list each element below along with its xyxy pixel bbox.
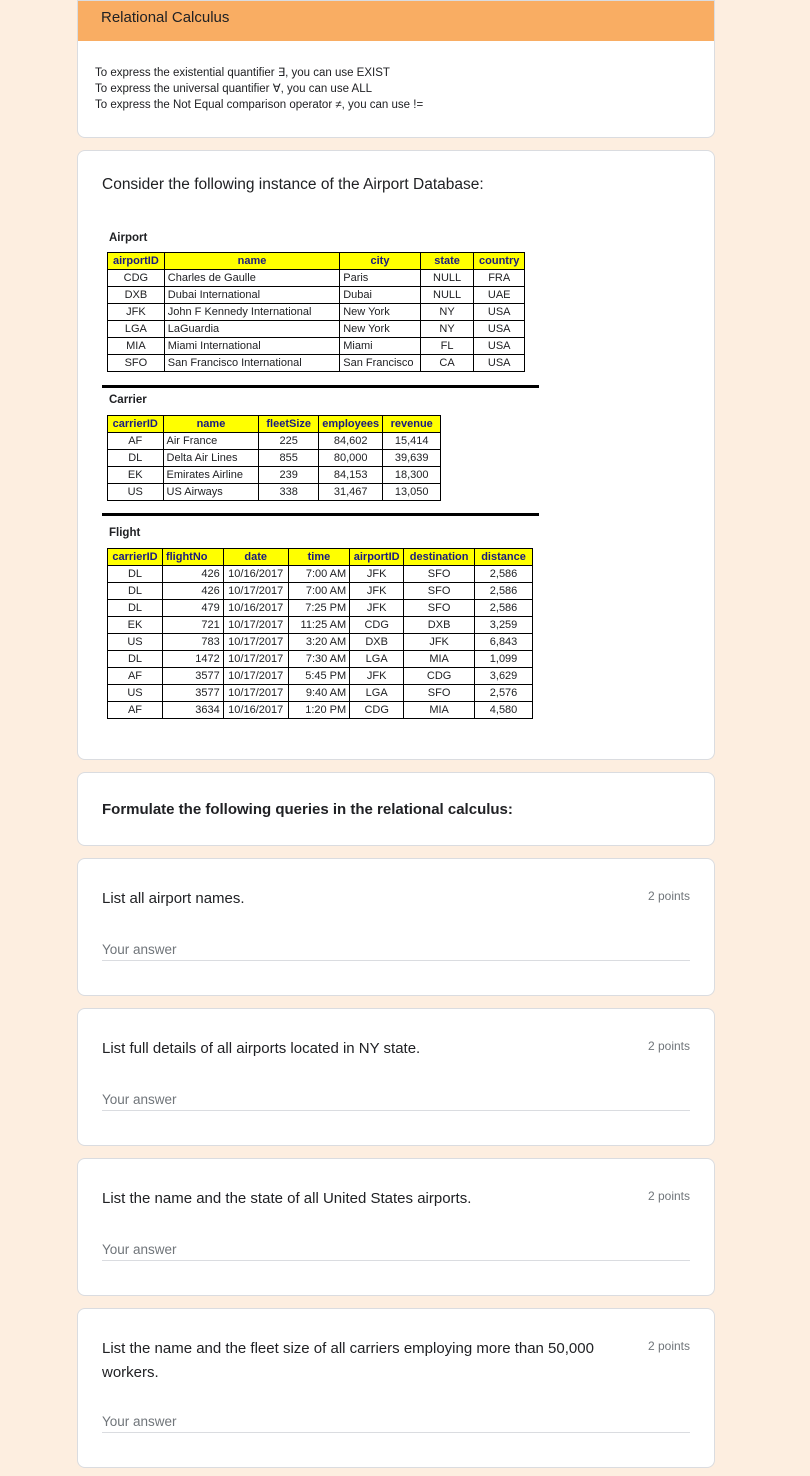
table-row: [108, 668, 533, 685]
cell: CDG: [350, 702, 404, 719]
cell: USA: [474, 321, 525, 338]
cell: EK: [108, 617, 163, 634]
cell: DL: [108, 566, 163, 583]
cell: USA: [474, 304, 525, 321]
cell: SFO: [108, 355, 165, 372]
answer-input[interactable]: [102, 1088, 690, 1111]
cell: San Francisco: [340, 355, 421, 372]
cell: 3,629: [475, 668, 533, 685]
cell: Paris: [340, 270, 421, 287]
cell: NULL: [420, 270, 474, 287]
cell: 1,099: [475, 651, 533, 668]
database-instance-card: [77, 150, 715, 760]
question-text: List all airport names.: [102, 890, 245, 907]
cell: FL: [420, 338, 474, 355]
table-row: [108, 304, 525, 321]
airport-col-header: city: [340, 253, 421, 270]
cell: 479: [162, 600, 223, 617]
cell: 39,639: [383, 450, 441, 467]
section-prompt: Formulate the following queries in the relational calculus:: [102, 801, 513, 818]
flight-col-header: carrierID: [108, 549, 163, 566]
question-points: 2 points: [647, 889, 690, 903]
airport-header-row: [108, 253, 525, 270]
cell: LGA: [350, 651, 404, 668]
cell: LGA: [350, 685, 404, 702]
cell: MIA: [404, 651, 475, 668]
table-row: [108, 467, 441, 484]
table-separator: [102, 385, 539, 388]
cell: CDG: [404, 668, 475, 685]
table-row: [108, 355, 525, 372]
cell: FRA: [474, 270, 525, 287]
table-row: [108, 600, 533, 617]
table-row: [108, 270, 525, 287]
cell: JFK: [108, 304, 165, 321]
table-row: [108, 685, 533, 702]
cell: John F Kennedy International: [164, 304, 339, 321]
cell: 9:40 AM: [288, 685, 350, 702]
carrier-col-header: revenue: [383, 416, 441, 433]
cell: SFO: [404, 685, 475, 702]
cell: San Francisco International: [164, 355, 339, 372]
airport-col-header: country: [474, 253, 525, 270]
cell: DL: [108, 450, 164, 467]
flight-header-row: [108, 549, 533, 566]
question-text: List the name and the fleet size of all carriers employing more than 50,000 workers.: [102, 1340, 594, 1381]
carrier-header-row: [108, 416, 441, 433]
cell: 2,586: [475, 583, 533, 600]
question-card: [77, 1158, 715, 1296]
airport-table-title: Airport: [109, 232, 148, 244]
cell: AF: [108, 433, 164, 450]
cell: 3577: [162, 668, 223, 685]
note-universal: To express the universal quantifier ∀, you can use ALL: [95, 83, 372, 95]
cell: Delta Air Lines: [163, 450, 259, 467]
cell: 10/16/2017: [223, 566, 288, 583]
cell: Air France: [163, 433, 259, 450]
answer-input[interactable]: [102, 1410, 690, 1433]
cell: 84,153: [318, 467, 382, 484]
cell: JFK: [350, 600, 404, 617]
question-card: [77, 1008, 715, 1146]
table-row: [108, 433, 441, 450]
cell: Charles de Gaulle: [164, 270, 339, 287]
cell: 7:00 AM: [288, 583, 350, 600]
cell: 80,000: [318, 450, 382, 467]
carrier-table: [107, 415, 441, 501]
cell: 2,576: [475, 685, 533, 702]
question-points: 2 points: [647, 1039, 690, 1053]
flight-col-header: time: [288, 549, 350, 566]
carrier-col-header: name: [163, 416, 259, 433]
carrier-col-header: carrierID: [108, 416, 164, 433]
cell: JFK: [404, 634, 475, 651]
cell: DXB: [350, 634, 404, 651]
form-title: Relational Calculus: [78, 1, 714, 41]
cell: DL: [108, 600, 163, 617]
cell: Miami International: [164, 338, 339, 355]
cell: US: [108, 634, 163, 651]
airport-col-header: airportID: [108, 253, 165, 270]
table-row: [108, 450, 441, 467]
carrier-table-title: Carrier: [109, 394, 147, 406]
cell: 4,580: [475, 702, 533, 719]
table-row: [108, 634, 533, 651]
flight-col-header: airportID: [350, 549, 404, 566]
cell: New York: [340, 304, 421, 321]
cell: 783: [162, 634, 223, 651]
question-points: 2 points: [647, 1339, 690, 1353]
cell: 84,602: [318, 433, 382, 450]
answer-input[interactable]: [102, 1238, 690, 1261]
cell: 2,586: [475, 566, 533, 583]
flight-col-header: destination: [404, 549, 475, 566]
cell: 1:20 PM: [288, 702, 350, 719]
question-card: [77, 1308, 715, 1468]
answer-input[interactable]: [102, 938, 690, 961]
airport-table: [107, 252, 525, 372]
flight-col-header: flightNo: [162, 549, 223, 566]
cell: 10/17/2017: [223, 668, 288, 685]
table-row: [108, 287, 525, 304]
database-intro: Consider the following instance of the Airport Database:: [102, 176, 484, 193]
carrier-col-header: employees: [318, 416, 382, 433]
question-card: [77, 858, 715, 996]
cell: 721: [162, 617, 223, 634]
cell: 225: [259, 433, 319, 450]
cell: Emirates Airline: [163, 467, 259, 484]
carrier-col-header: fleetSize: [259, 416, 319, 433]
cell: Dubai International: [164, 287, 339, 304]
cell: US: [108, 484, 164, 501]
cell: AF: [108, 702, 163, 719]
cell: MIA: [404, 702, 475, 719]
table-row: [108, 702, 533, 719]
question-text: List the name and the state of all United States airports.: [102, 1190, 472, 1207]
cell: JFK: [350, 668, 404, 685]
cell: 239: [259, 467, 319, 484]
cell: NY: [420, 321, 474, 338]
cell: 10/16/2017: [223, 600, 288, 617]
table-row: [108, 338, 525, 355]
cell: 10/17/2017: [223, 617, 288, 634]
cell: 10/17/2017: [223, 634, 288, 651]
airport-col-header: state: [420, 253, 474, 270]
cell: DXB: [404, 617, 475, 634]
cell: NY: [420, 304, 474, 321]
question-points: 2 points: [647, 1189, 690, 1203]
cell: JFK: [350, 583, 404, 600]
cell: 10/17/2017: [223, 583, 288, 600]
question-text: List full details of all airports located in NY state.: [102, 1040, 421, 1057]
cell: 10/17/2017: [223, 685, 288, 702]
cell: MIA: [108, 338, 165, 355]
cell: 18,300: [383, 467, 441, 484]
cell: 1472: [162, 651, 223, 668]
cell: SFO: [404, 600, 475, 617]
cell: US Airways: [163, 484, 259, 501]
cell: CA: [420, 355, 474, 372]
cell: New York: [340, 321, 421, 338]
table-row: [108, 617, 533, 634]
cell: 855: [259, 450, 319, 467]
cell: UAE: [474, 287, 525, 304]
table-row: [108, 566, 533, 583]
cell: CDG: [350, 617, 404, 634]
cell: 3:20 AM: [288, 634, 350, 651]
cell: NULL: [420, 287, 474, 304]
cell: 15,414: [383, 433, 441, 450]
table-row: [108, 321, 525, 338]
cell: 426: [162, 583, 223, 600]
cell: 338: [259, 484, 319, 501]
table-row: [108, 484, 441, 501]
cell: SFO: [404, 566, 475, 583]
cell: CDG: [108, 270, 165, 287]
cell: Miami: [340, 338, 421, 355]
cell: 6,843: [475, 634, 533, 651]
cell: 10/17/2017: [223, 651, 288, 668]
cell: DL: [108, 651, 163, 668]
cell: USA: [474, 338, 525, 355]
cell: 13,050: [383, 484, 441, 501]
cell: 2,586: [475, 600, 533, 617]
cell: LGA: [108, 321, 165, 338]
cell: 426: [162, 566, 223, 583]
cell: 7:30 AM: [288, 651, 350, 668]
cell: 3,259: [475, 617, 533, 634]
table-separator: [102, 513, 539, 516]
form-header-card: [77, 0, 715, 138]
cell: 10/16/2017: [223, 702, 288, 719]
note-not-equal: To express the Not Equal comparison operator ≠, you can use !=: [95, 99, 424, 111]
flight-table-title: Flight: [109, 527, 141, 539]
cell: 5:45 PM: [288, 668, 350, 685]
cell: EK: [108, 467, 164, 484]
table-row: [108, 651, 533, 668]
cell: 31,467: [318, 484, 382, 501]
cell: 11:25 AM: [288, 617, 350, 634]
airport-col-header: name: [164, 253, 339, 270]
note-existential: To express the existential quantifier ∃, you can use EXIST: [95, 67, 390, 79]
cell: DXB: [108, 287, 165, 304]
cell: 3577: [162, 685, 223, 702]
cell: USA: [474, 355, 525, 372]
cell: US: [108, 685, 163, 702]
cell: 7:00 AM: [288, 566, 350, 583]
cell: AF: [108, 668, 163, 685]
flight-col-header: distance: [475, 549, 533, 566]
form-description: [78, 41, 714, 113]
flight-col-header: date: [223, 549, 288, 566]
cell: Dubai: [340, 287, 421, 304]
table-row: [108, 583, 533, 600]
cell: 3634: [162, 702, 223, 719]
cell: LaGuardia: [164, 321, 339, 338]
cell: JFK: [350, 566, 404, 583]
cell: 7:25 PM: [288, 600, 350, 617]
cell: DL: [108, 583, 163, 600]
section-prompt-card: [77, 772, 715, 846]
cell: SFO: [404, 583, 475, 600]
flight-table: [107, 548, 533, 719]
